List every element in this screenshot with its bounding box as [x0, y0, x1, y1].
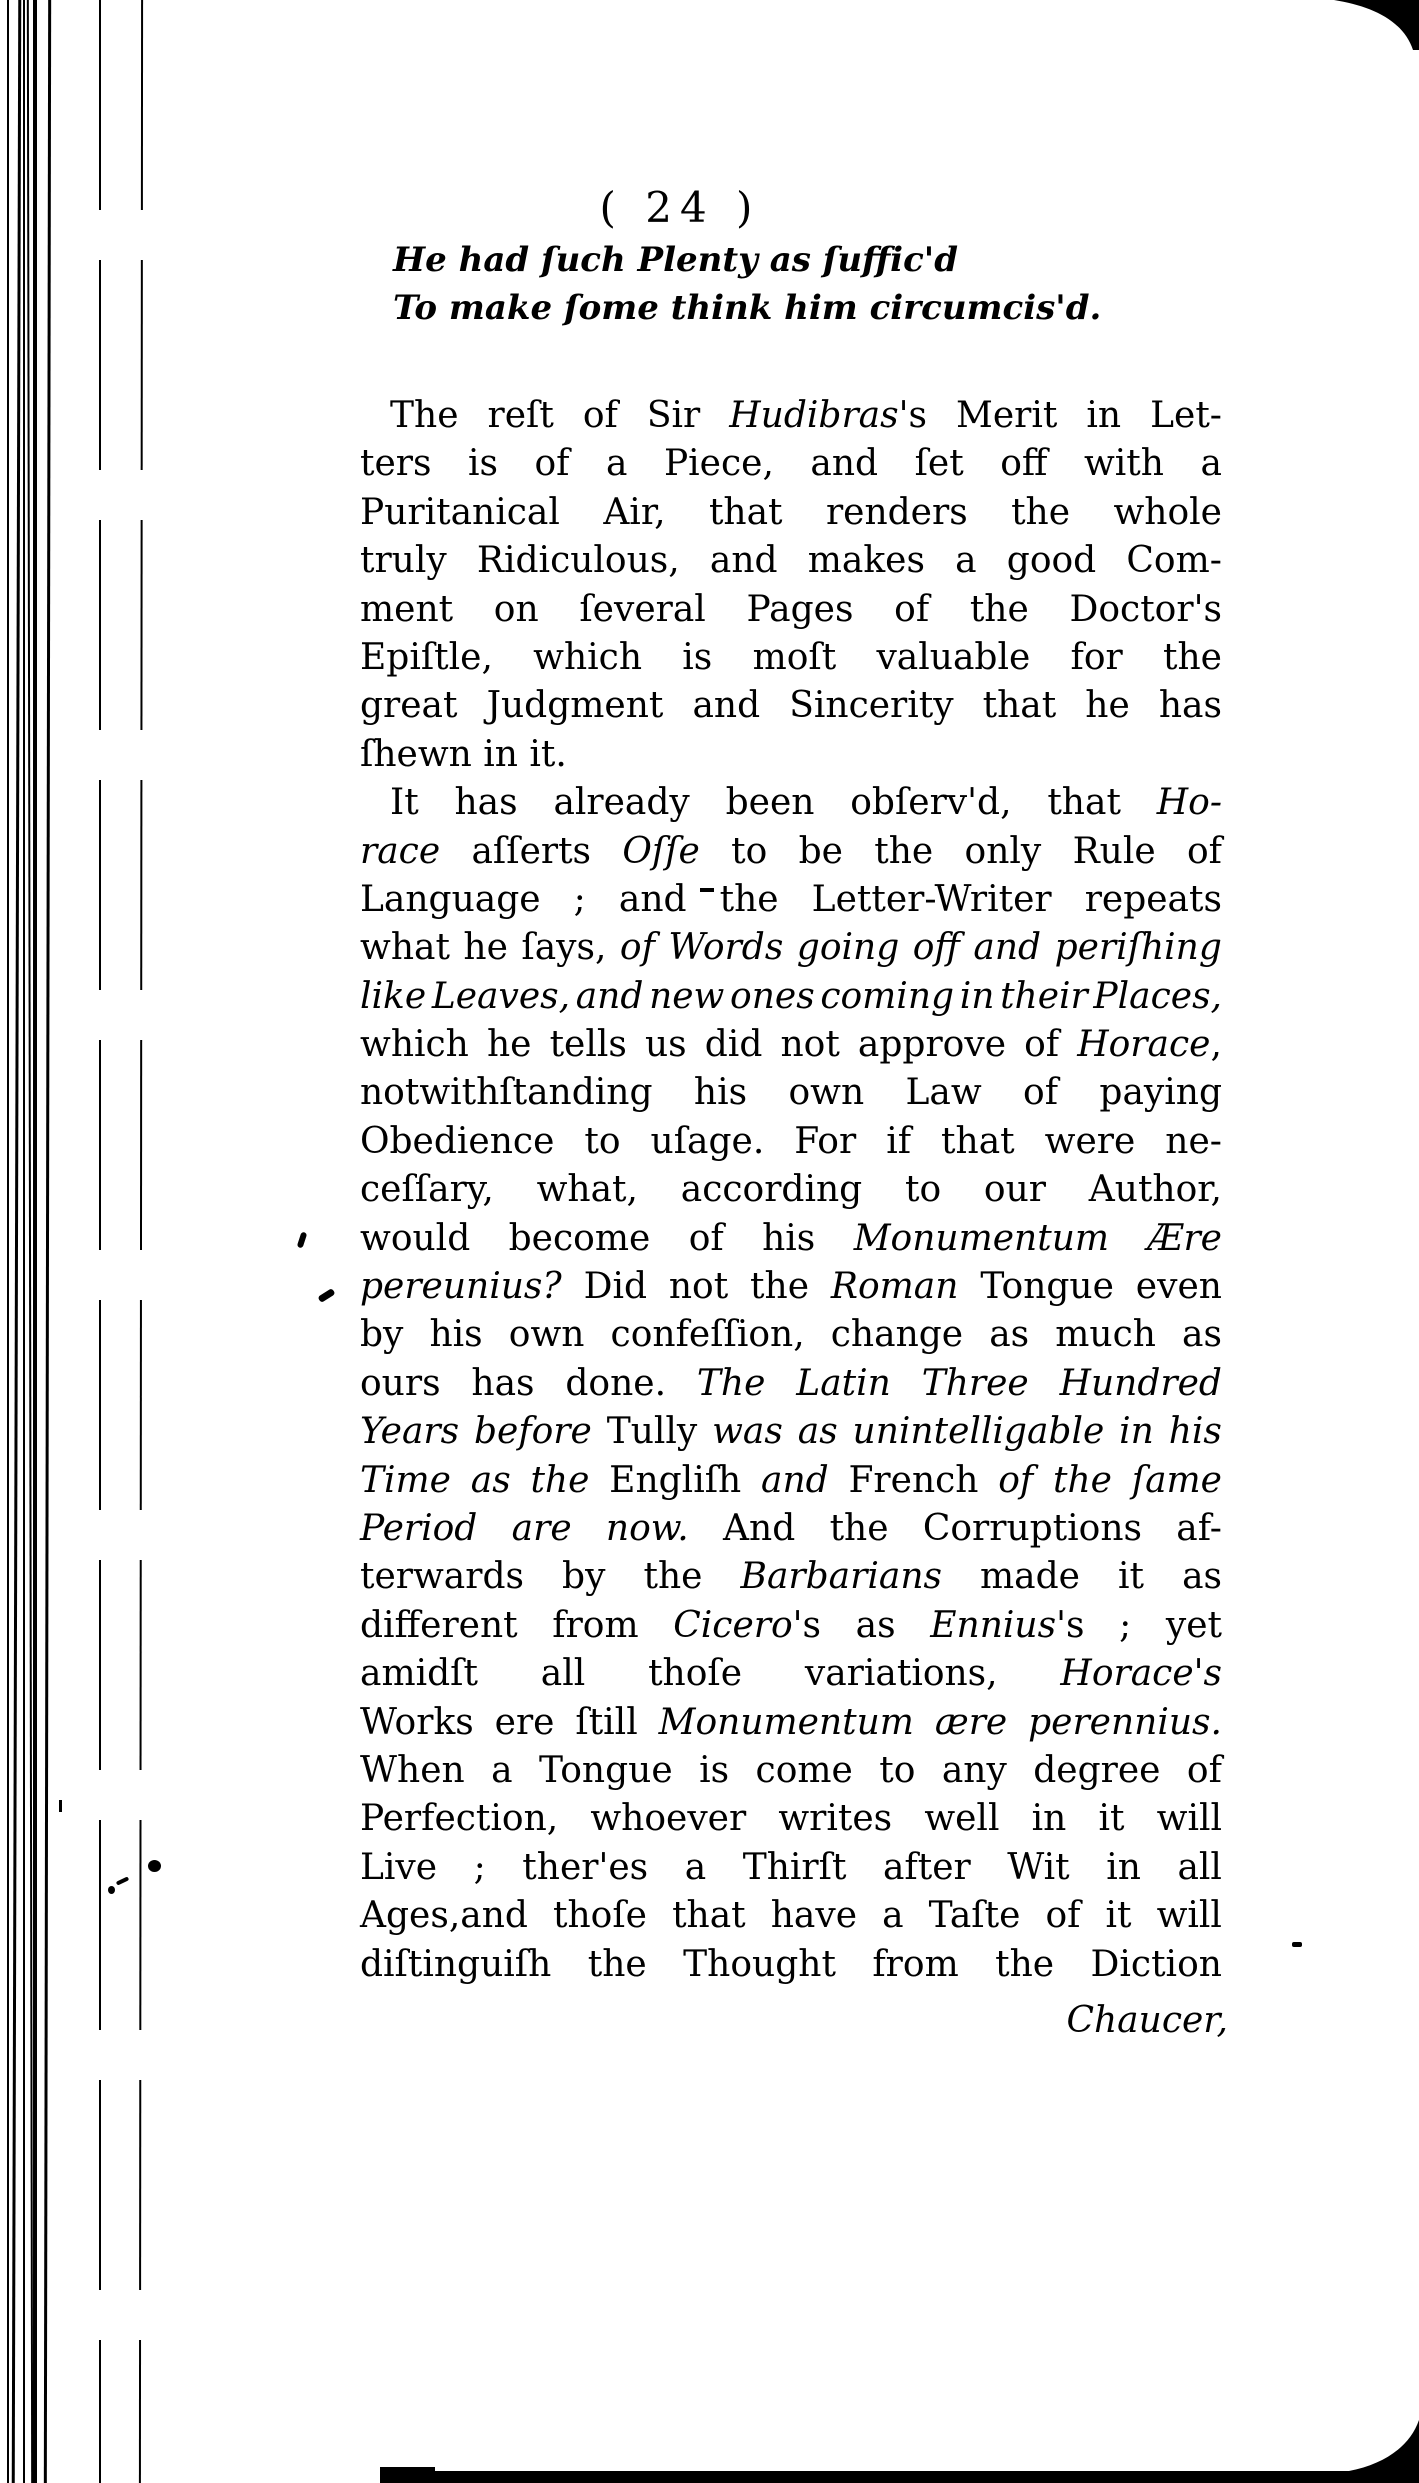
word: have	[770, 1895, 858, 1937]
word: good	[1006, 540, 1097, 582]
word: the	[1163, 636, 1222, 678]
page-number-header: ( 24 )	[599, 183, 761, 232]
text-line	[360, 392, 1222, 440]
word: thoſe	[648, 1653, 743, 1695]
word: the	[969, 588, 1029, 630]
word: valuable	[876, 636, 1031, 678]
word: which	[533, 636, 643, 678]
word: if	[886, 1120, 912, 1162]
word: a	[882, 1895, 904, 1937]
word: us	[644, 1024, 687, 1066]
word: to	[879, 1749, 916, 1791]
word: of	[688, 1217, 724, 1259]
word: Doctor's	[1069, 588, 1222, 630]
text-line	[360, 1844, 1222, 1892]
word: by	[562, 1556, 606, 1598]
word: It	[390, 782, 419, 824]
word: paying	[1099, 1072, 1222, 1114]
word: of	[998, 1459, 1034, 1501]
word: as	[855, 1604, 896, 1646]
word: For	[794, 1120, 857, 1162]
word: is	[682, 636, 713, 678]
word: Ridiculous,	[476, 540, 680, 582]
word: it	[1105, 1895, 1132, 1937]
word: Air,	[603, 491, 666, 533]
word: Ære	[1147, 1217, 1222, 1259]
word: will	[1156, 1798, 1222, 1840]
ink-speck	[108, 1886, 115, 1894]
word: diſtinguiſh	[360, 1943, 552, 1985]
word: Tully	[606, 1411, 698, 1453]
word: Thirſt	[742, 1846, 847, 1888]
text-line	[360, 973, 1222, 1021]
word: Works	[360, 1701, 474, 1743]
word: of	[1023, 1072, 1059, 1114]
word: Sincerity	[789, 685, 954, 727]
word: periſhing	[1054, 927, 1222, 969]
word: Author,	[1088, 1169, 1222, 1211]
word: made	[980, 1556, 1080, 1598]
word: are	[511, 1507, 572, 1549]
text-line	[360, 1166, 1222, 1214]
gutter-line	[33, 0, 37, 2483]
word: that	[672, 1895, 746, 1937]
catchword: Chaucer,	[1066, 2000, 1228, 2041]
word: what,	[536, 1169, 638, 1211]
word: ters	[360, 443, 432, 485]
word: of	[1045, 1895, 1081, 1937]
word: Wit	[1007, 1846, 1070, 1888]
text-line	[360, 537, 1222, 585]
word: amidſt	[360, 1653, 478, 1695]
bottom-edge-bar	[380, 2471, 1419, 2483]
word: done.	[565, 1362, 667, 1404]
word: Obedience	[360, 1120, 555, 1162]
word: And	[723, 1507, 796, 1549]
word: Ennius's	[930, 1604, 1085, 1646]
text-line	[360, 1263, 1222, 1311]
text-line	[360, 440, 1222, 488]
word: any	[941, 1749, 1007, 1791]
word: Tongue	[539, 1749, 673, 1791]
word: not	[780, 1024, 840, 1066]
word: of	[582, 395, 618, 436]
text-line	[360, 1941, 1222, 1989]
word: Rule	[1072, 830, 1156, 872]
word: to	[731, 830, 768, 872]
word: by	[360, 1314, 404, 1356]
word: own	[788, 1072, 865, 1114]
word: Merit	[956, 395, 1058, 436]
word: whole	[1113, 491, 1222, 533]
ink-speck	[317, 1288, 335, 1303]
word: he	[1085, 685, 1130, 727]
word: that	[708, 491, 783, 533]
word: of	[1186, 1749, 1222, 1791]
word: French	[848, 1459, 979, 1501]
word: Roman	[830, 1266, 959, 1308]
word: Live	[360, 1846, 438, 1888]
word: his	[429, 1314, 483, 1356]
word: come	[755, 1749, 853, 1791]
text-line	[360, 1069, 1222, 1117]
word: Hundred	[1059, 1362, 1222, 1404]
text-line	[360, 1747, 1222, 1795]
text-line	[360, 1505, 1222, 1553]
word: of	[619, 927, 655, 969]
word: did	[704, 1024, 763, 1066]
gutter-line	[139, 0, 143, 2483]
word: of	[1024, 1024, 1060, 1066]
word: different	[360, 1604, 518, 1646]
ink-speck	[1292, 1942, 1302, 1947]
bottom-edge-bump	[380, 2467, 435, 2477]
word: Letter-Writer	[811, 878, 1052, 920]
word: with	[1083, 443, 1164, 485]
word: change	[830, 1314, 964, 1356]
word: in	[1119, 1411, 1154, 1453]
word: for	[1070, 636, 1123, 678]
word: own	[508, 1314, 585, 1356]
word: Period	[360, 1507, 478, 1549]
word: before	[473, 1411, 592, 1453]
word: Taſte	[928, 1895, 1021, 1937]
word: perennius.	[1028, 1701, 1222, 1743]
word: Three	[921, 1362, 1029, 1404]
word: been	[725, 782, 815, 824]
text-line	[360, 1408, 1222, 1456]
word: terwards	[360, 1556, 524, 1598]
word: ſeveral	[579, 588, 706, 630]
word: Law	[905, 1072, 982, 1114]
text-line	[360, 586, 1222, 634]
word: af-	[1176, 1507, 1222, 1549]
word: Judgment	[486, 685, 664, 727]
word: ne-	[1165, 1120, 1222, 1162]
text-line	[360, 489, 1222, 537]
word: ;	[1119, 1604, 1132, 1646]
word: ment	[360, 588, 454, 630]
word: he	[463, 927, 508, 969]
word: Com-	[1126, 540, 1222, 582]
word: coming	[820, 975, 955, 1017]
word: now.	[605, 1507, 689, 1549]
word: the	[587, 1943, 647, 1985]
word: their	[1000, 975, 1088, 1017]
word: Diction	[1090, 1943, 1222, 1985]
word: and	[810, 443, 879, 485]
text-line	[360, 876, 1222, 924]
word: already	[553, 782, 690, 824]
word: Latin	[796, 1362, 891, 1404]
word: Tongue	[980, 1266, 1114, 1308]
word: moſt	[752, 636, 837, 678]
text-line	[360, 1021, 1222, 1069]
word: When	[360, 1749, 465, 1791]
word: The	[696, 1362, 766, 1404]
word: ſays,	[521, 927, 607, 969]
word: after	[882, 1846, 971, 1888]
word: Did	[583, 1266, 647, 1308]
word: notwithſtanding	[360, 1072, 653, 1114]
word: the	[995, 1943, 1055, 1985]
word: Leaves,	[431, 975, 571, 1017]
word: aſſerts	[471, 830, 592, 872]
ink-speck	[297, 1231, 308, 1248]
word: a	[955, 540, 977, 582]
word: of	[1186, 830, 1222, 872]
word: degree	[1033, 1749, 1161, 1791]
word: as	[1182, 1314, 1222, 1356]
word: in	[1031, 1798, 1067, 1840]
word: will	[1156, 1895, 1222, 1937]
word: Sir	[646, 395, 701, 436]
word: Engliſh	[609, 1459, 742, 1501]
word: a	[684, 1846, 707, 1888]
word: the	[829, 1507, 889, 1549]
word: our	[983, 1169, 1046, 1211]
word: race	[360, 830, 441, 872]
word: and	[709, 540, 778, 582]
word: is	[699, 1749, 730, 1791]
word: has	[1158, 685, 1222, 727]
word: has	[471, 1362, 535, 1404]
gutter-line	[12, 0, 22, 2483]
word: Perfection,	[360, 1798, 559, 1840]
word: would	[360, 1217, 471, 1259]
word: ;	[473, 1846, 486, 1888]
word: as	[797, 1411, 838, 1453]
word: only	[964, 830, 1042, 872]
word: approve	[857, 1024, 1006, 1066]
text-line	[360, 1650, 1222, 1698]
word: of	[894, 588, 930, 630]
text-line	[360, 1215, 1222, 1263]
word: confeſſion,	[610, 1314, 805, 1356]
word: renders	[825, 491, 968, 533]
word: new	[649, 975, 725, 1017]
word: The	[390, 395, 459, 436]
word: become	[508, 1217, 651, 1259]
word: a	[605, 443, 628, 485]
word: variations,	[804, 1653, 998, 1695]
text-line	[360, 1795, 1222, 1843]
text-line	[360, 828, 1222, 876]
text-line	[360, 779, 1222, 827]
word: as	[470, 1459, 511, 1501]
word: in	[959, 975, 995, 1017]
word: and	[618, 878, 687, 920]
word: off	[912, 927, 960, 969]
word: the	[643, 1556, 703, 1598]
word: the	[719, 878, 779, 920]
word: Epiſtle,	[360, 636, 493, 678]
text-line	[360, 1457, 1222, 1505]
ink-speck	[148, 1860, 161, 1872]
text-line	[360, 634, 1222, 682]
word: the	[1011, 491, 1071, 533]
word: and	[760, 1459, 829, 1501]
word: tells	[549, 1024, 627, 1066]
word: and	[575, 975, 644, 1017]
word: Puritanical	[360, 491, 560, 533]
text-line: ſhewn in it.	[360, 733, 567, 775]
word: thoſe	[553, 1895, 647, 1937]
word: and	[973, 927, 1042, 969]
word: Oſſe	[622, 830, 700, 872]
word: all	[540, 1653, 586, 1695]
word: on	[493, 588, 539, 630]
word: ere	[494, 1701, 555, 1743]
text-line	[360, 1892, 1222, 1940]
word: that	[982, 685, 1057, 727]
word: Monumentum	[853, 1217, 1110, 1259]
word: Places,	[1093, 975, 1222, 1017]
word: a	[1200, 443, 1222, 485]
word: a	[491, 1749, 513, 1791]
word: in	[1106, 1846, 1141, 1888]
body-text	[360, 392, 1222, 1989]
word: unintelligable	[852, 1411, 1105, 1453]
word: according	[680, 1169, 863, 1211]
text-line	[360, 1699, 1222, 1747]
word: from	[872, 1943, 959, 1985]
word: ours	[360, 1362, 441, 1404]
word: Corruptions	[922, 1507, 1142, 1549]
word: reſt	[487, 395, 554, 436]
word: pereunius?	[360, 1266, 562, 1308]
word: Ho-	[1156, 782, 1222, 824]
text-line	[360, 1602, 1222, 1650]
text-line	[360, 1118, 1222, 1166]
word: has	[454, 782, 518, 824]
word: ſtill	[575, 1701, 638, 1743]
verse-line: To make ſome think him circumcis'd.	[393, 288, 1102, 328]
verse-couplet	[393, 236, 1153, 332]
word: Barbarians	[740, 1556, 942, 1598]
word: Pages	[746, 588, 854, 630]
word: writes	[778, 1798, 893, 1840]
word: ſame	[1131, 1459, 1222, 1501]
word: which	[360, 1024, 469, 1066]
word: uſage.	[650, 1120, 765, 1162]
word: well	[924, 1798, 1000, 1840]
word: Time	[360, 1459, 451, 1501]
word: truly	[360, 540, 447, 582]
word: as	[989, 1314, 1030, 1356]
word: was	[712, 1411, 783, 1453]
word: repeats	[1084, 878, 1222, 920]
word: ;	[573, 878, 586, 920]
word: to	[904, 1169, 942, 1211]
word: were	[1044, 1120, 1136, 1162]
word: Horace's	[1060, 1653, 1222, 1695]
word: much	[1055, 1314, 1156, 1356]
ink-speck	[59, 1800, 62, 1812]
word: Words	[668, 927, 784, 969]
word: Cicero's	[673, 1604, 822, 1646]
word: Ages,and	[360, 1895, 528, 1937]
text-line	[360, 1553, 1222, 1601]
word: going	[796, 927, 900, 969]
word: the	[530, 1459, 590, 1501]
word: ære	[934, 1701, 1008, 1743]
corner-wedge-top-right	[1329, 0, 1419, 50]
word: to	[584, 1120, 621, 1162]
word: whoever	[590, 1798, 747, 1840]
word: Years	[360, 1411, 460, 1453]
word: of	[534, 443, 570, 485]
word: his	[693, 1072, 748, 1114]
corner-wedge-bottom-right	[1349, 2388, 1419, 2483]
word: Piece,	[663, 443, 774, 485]
word: from	[552, 1604, 639, 1646]
word: off	[1000, 443, 1048, 485]
word: is	[467, 443, 498, 485]
word: yet	[1165, 1604, 1222, 1646]
word: it	[1118, 1556, 1145, 1598]
word: not	[668, 1266, 729, 1308]
word: his	[1168, 1411, 1222, 1453]
word: the	[1053, 1459, 1112, 1501]
word: the	[750, 1266, 810, 1308]
ink-speck	[116, 1876, 129, 1885]
word: and	[692, 685, 761, 727]
text-line	[360, 924, 1222, 972]
word: in	[1086, 395, 1122, 436]
gutter-line	[44, 0, 51, 2483]
word: Hudibras's	[729, 395, 927, 436]
word: Thought	[683, 1943, 836, 1985]
word: as	[1182, 1556, 1222, 1598]
text-line	[360, 1360, 1222, 1408]
word: ther'es	[522, 1846, 649, 1888]
word: that	[1047, 782, 1121, 824]
text-line	[360, 1311, 1222, 1359]
word: his	[762, 1217, 816, 1259]
word: he	[486, 1024, 532, 1066]
word: Let-	[1150, 395, 1222, 436]
verse-line: He had ſuch Plenty as ſuffic'd	[393, 240, 958, 280]
gutter-line	[99, 0, 101, 2483]
word: ones	[730, 975, 815, 1017]
word: great	[360, 685, 458, 727]
word: even	[1135, 1266, 1222, 1308]
word: Monumentum	[658, 1701, 914, 1743]
word: ceſſary,	[360, 1169, 494, 1211]
word: makes	[807, 540, 925, 582]
text-line	[360, 682, 1222, 730]
word: Horace,	[1077, 1024, 1222, 1066]
word: like	[360, 975, 427, 1017]
word: be	[798, 830, 843, 872]
word: it	[1098, 1798, 1125, 1840]
word: all	[1177, 1846, 1222, 1888]
word: obſerv'd,	[850, 782, 1012, 824]
word: the	[874, 830, 934, 872]
word: what	[360, 927, 450, 969]
gutter-line	[7, 0, 9, 2483]
gutter-line	[23, 0, 25, 2483]
word: Language	[360, 878, 541, 920]
word: that	[941, 1120, 1015, 1162]
word: ſet	[914, 443, 964, 485]
